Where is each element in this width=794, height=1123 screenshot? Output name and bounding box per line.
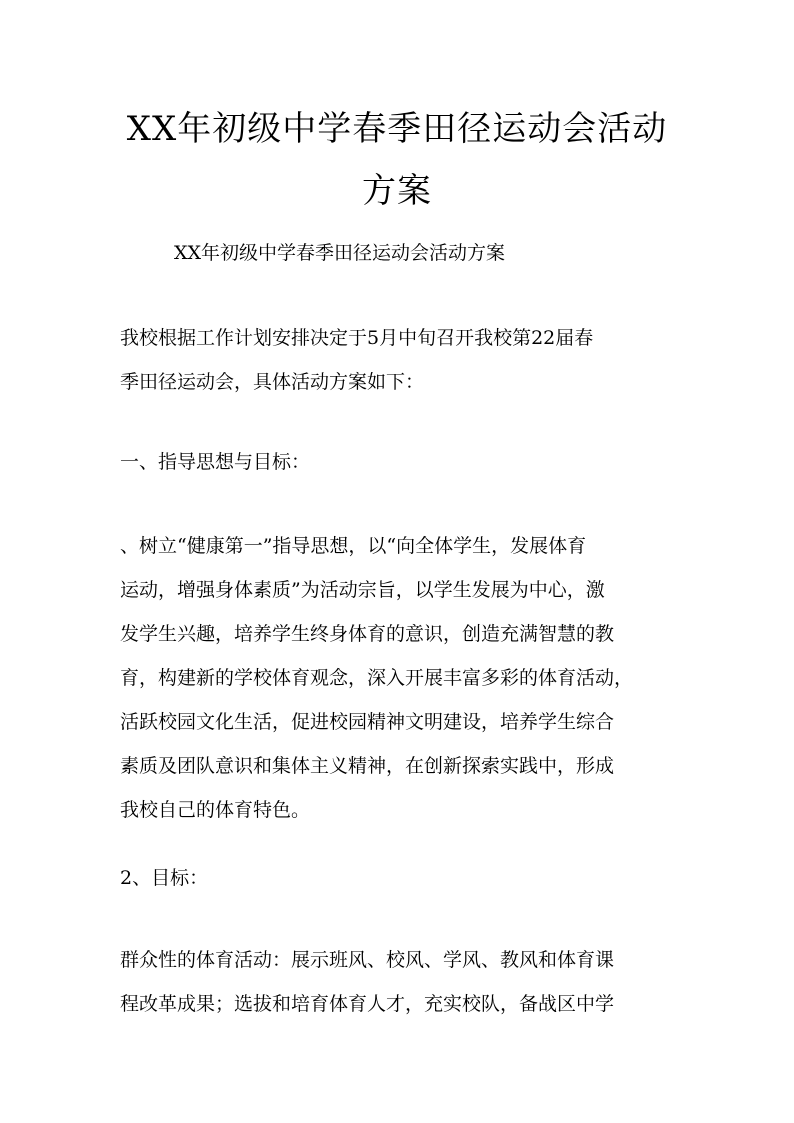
intro-line-1: 我校根据工作计划安排决定于5月中旬召开我校第22届春 (120, 327, 594, 349)
document-subtitle: XX年初级中学春季田径运动会活动方案 (174, 242, 506, 264)
section1-paragraph (120, 524, 680, 832)
section2-heading: 2、目标： (120, 867, 209, 889)
section1-line-3: 发学生兴趣，培养学生终身体育的意识，创造充满智慧的教 (120, 623, 615, 645)
intro-paragraph (120, 316, 680, 404)
section1-line-7: 我校自己的体育特色。 (120, 799, 311, 821)
intro-line-2: 季田径运动会，具体活动方案如下： (120, 371, 425, 393)
document-title (100, 98, 694, 222)
title-line-2: 方案 (362, 171, 432, 211)
section1-line-5: 活跃校园文化生活，促进校园精神文明建设，培养学生综合 (120, 711, 615, 733)
title-line-1: XX年初级中学春季田径运动会活动 (126, 109, 668, 149)
section2-line-2: 程改革成果；选拔和培育体育人才，充实校队，备战区中学 (120, 993, 615, 1015)
section1-line-6: 素质及团队意识和集体主义精神，在创新探索实践中，形成 (120, 755, 615, 777)
section1-heading: 一、指导思想与目标： (120, 451, 311, 473)
section1-line-4: 育，构建新的学校体育观念，深入开展丰富多彩的体育活动， (120, 667, 634, 689)
section1-line-1: 、树立“健康第一”指导思想，以“向全体学生，发展体育 (120, 535, 587, 557)
section2-paragraph (120, 938, 680, 1026)
section1-line-2: 运动，增强身体素质”为活动宗旨，以学生发展为中心，激 (120, 579, 605, 601)
section2-line-1: 群众性的体育活动：展示班风、校风、学风、教风和体育课 (120, 949, 615, 971)
